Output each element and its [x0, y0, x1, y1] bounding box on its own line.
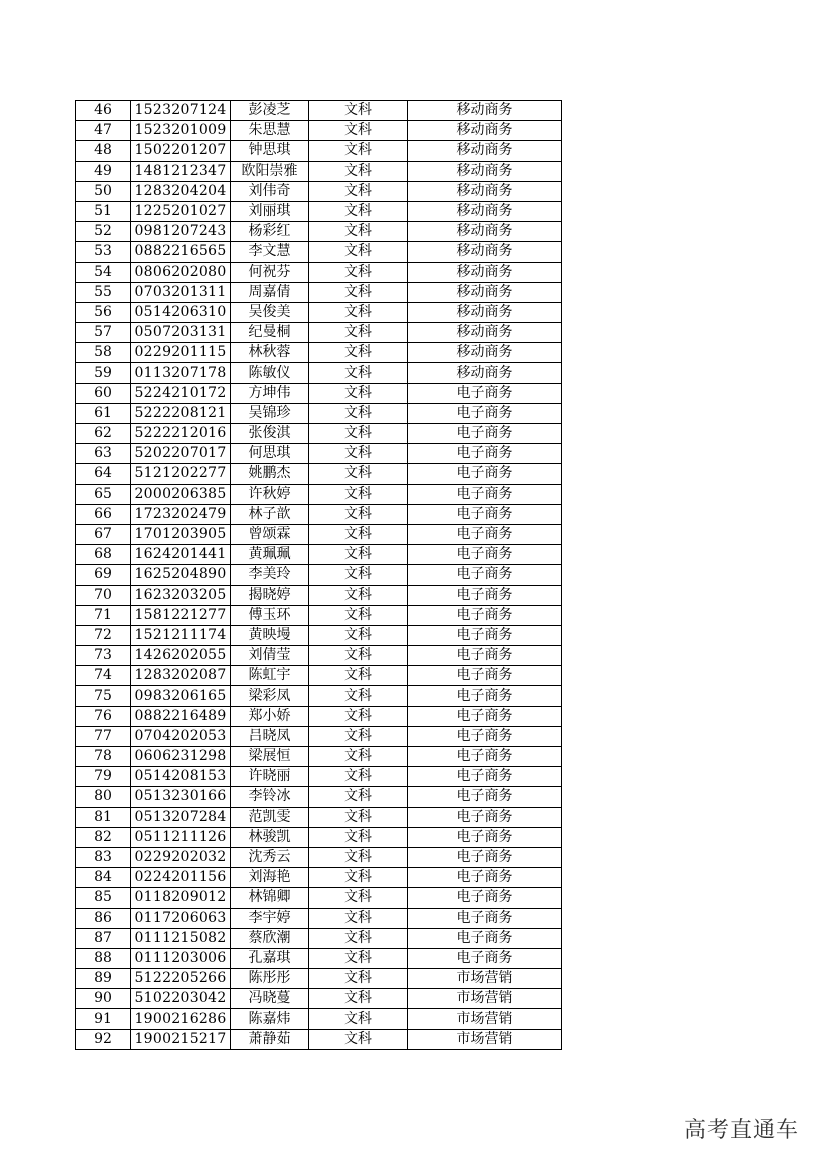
student-name: 许晓丽: [231, 767, 309, 787]
student-name: 许秋婷: [231, 484, 309, 504]
major-name: 移动商务: [408, 181, 562, 201]
major-name: 电子商务: [408, 767, 562, 787]
student-name: 杨彩红: [231, 222, 309, 242]
row-number: 51: [76, 201, 131, 221]
major-name: 移动商务: [408, 363, 562, 383]
row-number: 75: [76, 686, 131, 706]
student-name: 萧静茹: [231, 1029, 309, 1049]
major-name: 移动商务: [408, 222, 562, 242]
exam-id: 1900216286: [131, 1009, 231, 1029]
table-row: [76, 403, 562, 423]
student-name: 李铃冰: [231, 787, 309, 807]
exam-id: 0111203006: [131, 948, 231, 968]
row-number: 55: [76, 282, 131, 302]
subject-category: 文科: [309, 242, 408, 262]
major-name: 移动商务: [408, 101, 562, 121]
row-number: 52: [76, 222, 131, 242]
exam-id: 5202207017: [131, 444, 231, 464]
major-name: 电子商务: [408, 908, 562, 928]
subject-category: 文科: [309, 282, 408, 302]
subject-category: 文科: [309, 888, 408, 908]
student-name: 李美玲: [231, 565, 309, 585]
major-name: 电子商务: [408, 605, 562, 625]
subject-category: 文科: [309, 747, 408, 767]
major-name: 市场营销: [408, 1009, 562, 1029]
exam-id: 0513207284: [131, 807, 231, 827]
table-row: [76, 424, 562, 444]
student-name: 曾颂霖: [231, 524, 309, 544]
row-number: 89: [76, 969, 131, 989]
student-name: 黄珮珮: [231, 545, 309, 565]
major-name: 电子商务: [408, 545, 562, 565]
major-name: 市场营销: [408, 969, 562, 989]
exam-id: 1426202055: [131, 646, 231, 666]
subject-category: 文科: [309, 302, 408, 322]
major-name: 电子商务: [408, 403, 562, 423]
subject-category: 文科: [309, 625, 408, 645]
exam-id: 0229201115: [131, 343, 231, 363]
exam-id: 5121202277: [131, 464, 231, 484]
row-number: 79: [76, 767, 131, 787]
table-row: [76, 484, 562, 504]
exam-id: 1523207124: [131, 101, 231, 121]
subject-category: 文科: [309, 181, 408, 201]
row-number: 68: [76, 545, 131, 565]
row-number: 87: [76, 928, 131, 948]
subject-category: 文科: [309, 847, 408, 867]
student-name: 姚鹏杰: [231, 464, 309, 484]
major-name: 电子商务: [408, 868, 562, 888]
student-name: 林子歆: [231, 504, 309, 524]
student-name: 沈秀云: [231, 847, 309, 867]
exam-id: 5102203042: [131, 989, 231, 1009]
row-number: 60: [76, 383, 131, 403]
subject-category: 文科: [309, 121, 408, 141]
student-name: 孔嘉琪: [231, 948, 309, 968]
student-name: 朱思慧: [231, 121, 309, 141]
table-row: [76, 504, 562, 524]
table-row: [76, 585, 562, 605]
subject-category: 文科: [309, 101, 408, 121]
row-number: 48: [76, 141, 131, 161]
table-row: [76, 282, 562, 302]
major-name: 移动商务: [408, 121, 562, 141]
row-number: 74: [76, 666, 131, 686]
subject-category: 文科: [309, 504, 408, 524]
major-name: 电子商务: [408, 928, 562, 948]
table-row: [76, 625, 562, 645]
major-name: 电子商务: [408, 666, 562, 686]
subject-category: 文科: [309, 424, 408, 444]
table-row: [76, 726, 562, 746]
major-name: 移动商务: [408, 201, 562, 221]
row-number: 53: [76, 242, 131, 262]
subject-category: 文科: [309, 948, 408, 968]
major-name: 电子商务: [408, 646, 562, 666]
table-row: [76, 242, 562, 262]
exam-id: 1624201441: [131, 545, 231, 565]
exam-id: 1283202087: [131, 666, 231, 686]
major-name: 电子商务: [408, 625, 562, 645]
student-name: 揭晓婷: [231, 585, 309, 605]
table-row: [76, 666, 562, 686]
table-row: [76, 201, 562, 221]
table-row: [76, 141, 562, 161]
student-name: 范凯雯: [231, 807, 309, 827]
exam-id: 0983206165: [131, 686, 231, 706]
exam-id: 1225201027: [131, 201, 231, 221]
table-row: [76, 989, 562, 1009]
row-number: 81: [76, 807, 131, 827]
exam-id: 0507203131: [131, 323, 231, 343]
subject-category: 文科: [309, 605, 408, 625]
subject-category: 文科: [309, 545, 408, 565]
major-name: 电子商务: [408, 444, 562, 464]
roster-body: [76, 101, 562, 1050]
major-name: 移动商务: [408, 282, 562, 302]
table-row: [76, 767, 562, 787]
subject-category: 文科: [309, 161, 408, 181]
row-number: 77: [76, 726, 131, 746]
student-name: 郑小娇: [231, 706, 309, 726]
student-name: 吴锦珍: [231, 403, 309, 423]
exam-id: 0882216565: [131, 242, 231, 262]
exam-id: 5222208121: [131, 403, 231, 423]
row-number: 73: [76, 646, 131, 666]
row-number: 83: [76, 847, 131, 867]
subject-category: 文科: [309, 323, 408, 343]
table-row: [76, 343, 562, 363]
student-name: 陈彤彤: [231, 969, 309, 989]
exam-id: 2000206385: [131, 484, 231, 504]
student-name: 林秋蓉: [231, 343, 309, 363]
subject-category: 文科: [309, 343, 408, 363]
row-number: 61: [76, 403, 131, 423]
exam-id: 1723202479: [131, 504, 231, 524]
student-name: 梁展恒: [231, 747, 309, 767]
table-row: [76, 121, 562, 141]
exam-id: 5224210172: [131, 383, 231, 403]
subject-category: 文科: [309, 383, 408, 403]
subject-category: 文科: [309, 484, 408, 504]
exam-id: 0229202032: [131, 847, 231, 867]
student-name: 刘海艳: [231, 868, 309, 888]
subject-category: 文科: [309, 1029, 408, 1049]
exam-id: 5222212016: [131, 424, 231, 444]
major-name: 电子商务: [408, 524, 562, 544]
row-number: 46: [76, 101, 131, 121]
major-name: 电子商务: [408, 948, 562, 968]
subject-category: 文科: [309, 807, 408, 827]
major-name: 移动商务: [408, 161, 562, 181]
row-number: 78: [76, 747, 131, 767]
student-name: 纪曼桐: [231, 323, 309, 343]
table-row: [76, 565, 562, 585]
watermark-logo: 高考直通车: [683, 1118, 799, 1143]
exam-id: 1283204204: [131, 181, 231, 201]
subject-category: 文科: [309, 666, 408, 686]
row-number: 71: [76, 605, 131, 625]
student-name: 周嘉倩: [231, 282, 309, 302]
exam-id: 5122205266: [131, 969, 231, 989]
major-name: 移动商务: [408, 141, 562, 161]
student-name: 彭凌芝: [231, 101, 309, 121]
student-name: 陈嘉炜: [231, 1009, 309, 1029]
subject-category: 文科: [309, 827, 408, 847]
subject-category: 文科: [309, 908, 408, 928]
student-name: 张俊淇: [231, 424, 309, 444]
major-name: 电子商务: [408, 726, 562, 746]
subject-category: 文科: [309, 201, 408, 221]
student-name: 吕晓凤: [231, 726, 309, 746]
table-row: [76, 302, 562, 322]
table-row: [76, 222, 562, 242]
subject-category: 文科: [309, 222, 408, 242]
subject-category: 文科: [309, 646, 408, 666]
exam-id: 0703201311: [131, 282, 231, 302]
major-name: 电子商务: [408, 888, 562, 908]
subject-category: 文科: [309, 928, 408, 948]
subject-category: 文科: [309, 868, 408, 888]
table-row: [76, 646, 562, 666]
student-name: 陈敏仪: [231, 363, 309, 383]
subject-category: 文科: [309, 1009, 408, 1029]
exam-id: 1701203905: [131, 524, 231, 544]
table-row: [76, 686, 562, 706]
student-name: 黄映墁: [231, 625, 309, 645]
student-name: 欧阳崇雅: [231, 161, 309, 181]
exam-id: 1502201207: [131, 141, 231, 161]
major-name: 电子商务: [408, 424, 562, 444]
row-number: 50: [76, 181, 131, 201]
exam-id: 0117206063: [131, 908, 231, 928]
student-name: 林锦卿: [231, 888, 309, 908]
student-name: 李文慧: [231, 242, 309, 262]
row-number: 70: [76, 585, 131, 605]
exam-id: 1581221277: [131, 605, 231, 625]
student-name: 刘倩莹: [231, 646, 309, 666]
table-row: [76, 464, 562, 484]
subject-category: 文科: [309, 363, 408, 383]
subject-category: 文科: [309, 464, 408, 484]
major-name: 移动商务: [408, 343, 562, 363]
major-name: 电子商务: [408, 706, 562, 726]
exam-id: 0511211126: [131, 827, 231, 847]
major-name: 电子商务: [408, 504, 562, 524]
student-name: 傅玉环: [231, 605, 309, 625]
subject-category: 文科: [309, 141, 408, 161]
exam-id: 0514208153: [131, 767, 231, 787]
major-name: 电子商务: [408, 747, 562, 767]
student-name: 刘丽琪: [231, 201, 309, 221]
row-number: 92: [76, 1029, 131, 1049]
major-name: 电子商务: [408, 807, 562, 827]
table-row: [76, 181, 562, 201]
table-row: [76, 888, 562, 908]
table-row: [76, 807, 562, 827]
student-name: 李宇婷: [231, 908, 309, 928]
major-name: 电子商务: [408, 565, 562, 585]
table-row: [76, 706, 562, 726]
student-name: 吴俊美: [231, 302, 309, 322]
major-name: 移动商务: [408, 262, 562, 282]
table-row: [76, 847, 562, 867]
major-name: 移动商务: [408, 323, 562, 343]
exam-id: 0606231298: [131, 747, 231, 767]
student-name: 冯晓蔓: [231, 989, 309, 1009]
row-number: 76: [76, 706, 131, 726]
major-name: 电子商务: [408, 585, 562, 605]
table-row: [76, 363, 562, 383]
exam-id: 1625204890: [131, 565, 231, 585]
major-name: 电子商务: [408, 686, 562, 706]
admission-roster-table: [75, 100, 562, 1050]
row-number: 67: [76, 524, 131, 544]
row-number: 84: [76, 868, 131, 888]
subject-category: 文科: [309, 726, 408, 746]
subject-category: 文科: [309, 767, 408, 787]
subject-category: 文科: [309, 444, 408, 464]
row-number: 47: [76, 121, 131, 141]
exam-id: 0113207178: [131, 363, 231, 383]
row-number: 91: [76, 1009, 131, 1029]
table-row: [76, 524, 562, 544]
exam-id: 0118209012: [131, 888, 231, 908]
exam-id: 1481212347: [131, 161, 231, 181]
subject-category: 文科: [309, 969, 408, 989]
row-number: 64: [76, 464, 131, 484]
student-name: 何祝芬: [231, 262, 309, 282]
table-row: [76, 444, 562, 464]
exam-id: 1523201009: [131, 121, 231, 141]
row-number: 85: [76, 888, 131, 908]
row-number: 58: [76, 343, 131, 363]
table-row: [76, 747, 562, 767]
exam-id: 0514206310: [131, 302, 231, 322]
subject-category: 文科: [309, 706, 408, 726]
row-number: 49: [76, 161, 131, 181]
table-row: [76, 948, 562, 968]
table-row: [76, 868, 562, 888]
major-name: 市场营销: [408, 1029, 562, 1049]
major-name: 电子商务: [408, 827, 562, 847]
row-number: 65: [76, 484, 131, 504]
table-row: [76, 908, 562, 928]
table-row: [76, 787, 562, 807]
row-number: 62: [76, 424, 131, 444]
row-number: 90: [76, 989, 131, 1009]
table-row: [76, 161, 562, 181]
table-row: [76, 605, 562, 625]
row-number: 80: [76, 787, 131, 807]
exam-id: 0981207243: [131, 222, 231, 242]
row-number: 86: [76, 908, 131, 928]
table-row: [76, 969, 562, 989]
student-name: 钟思琪: [231, 141, 309, 161]
subject-category: 文科: [309, 787, 408, 807]
student-name: 林骏凯: [231, 827, 309, 847]
student-name: 刘伟奇: [231, 181, 309, 201]
subject-category: 文科: [309, 262, 408, 282]
major-name: 电子商务: [408, 464, 562, 484]
subject-category: 文科: [309, 686, 408, 706]
row-number: 72: [76, 625, 131, 645]
row-number: 57: [76, 323, 131, 343]
row-number: 59: [76, 363, 131, 383]
table-row: [76, 1009, 562, 1029]
table-row: [76, 827, 562, 847]
subject-category: 文科: [309, 524, 408, 544]
table-row: [76, 323, 562, 343]
exam-id: 0704202053: [131, 726, 231, 746]
student-name: 蔡欣潮: [231, 928, 309, 948]
row-number: 54: [76, 262, 131, 282]
exam-id: 0882216489: [131, 706, 231, 726]
table-row: [76, 928, 562, 948]
table-row: [76, 262, 562, 282]
major-name: 电子商务: [408, 787, 562, 807]
subject-category: 文科: [309, 989, 408, 1009]
row-number: 82: [76, 827, 131, 847]
major-name: 电子商务: [408, 383, 562, 403]
subject-category: 文科: [309, 403, 408, 423]
exam-id: 0224201156: [131, 868, 231, 888]
table-row: [76, 101, 562, 121]
student-name: 何思琪: [231, 444, 309, 464]
student-name: 陈虹宇: [231, 666, 309, 686]
row-number: 88: [76, 948, 131, 968]
row-number: 66: [76, 504, 131, 524]
student-name: 方坤伟: [231, 383, 309, 403]
row-number: 56: [76, 302, 131, 322]
table-row: [76, 1029, 562, 1049]
subject-category: 文科: [309, 585, 408, 605]
exam-id: 1521211174: [131, 625, 231, 645]
exam-id: 1900215217: [131, 1029, 231, 1049]
major-name: 移动商务: [408, 302, 562, 322]
exam-id: 0513230166: [131, 787, 231, 807]
row-number: 63: [76, 444, 131, 464]
exam-id: 0111215082: [131, 928, 231, 948]
table-row: [76, 383, 562, 403]
student-name: 梁彩凤: [231, 686, 309, 706]
exam-id: 1623203205: [131, 585, 231, 605]
major-name: 市场营销: [408, 989, 562, 1009]
major-name: 电子商务: [408, 484, 562, 504]
subject-category: 文科: [309, 565, 408, 585]
major-name: 移动商务: [408, 242, 562, 262]
major-name: 电子商务: [408, 847, 562, 867]
row-number: 69: [76, 565, 131, 585]
table-row: [76, 545, 562, 565]
exam-id: 0806202080: [131, 262, 231, 282]
